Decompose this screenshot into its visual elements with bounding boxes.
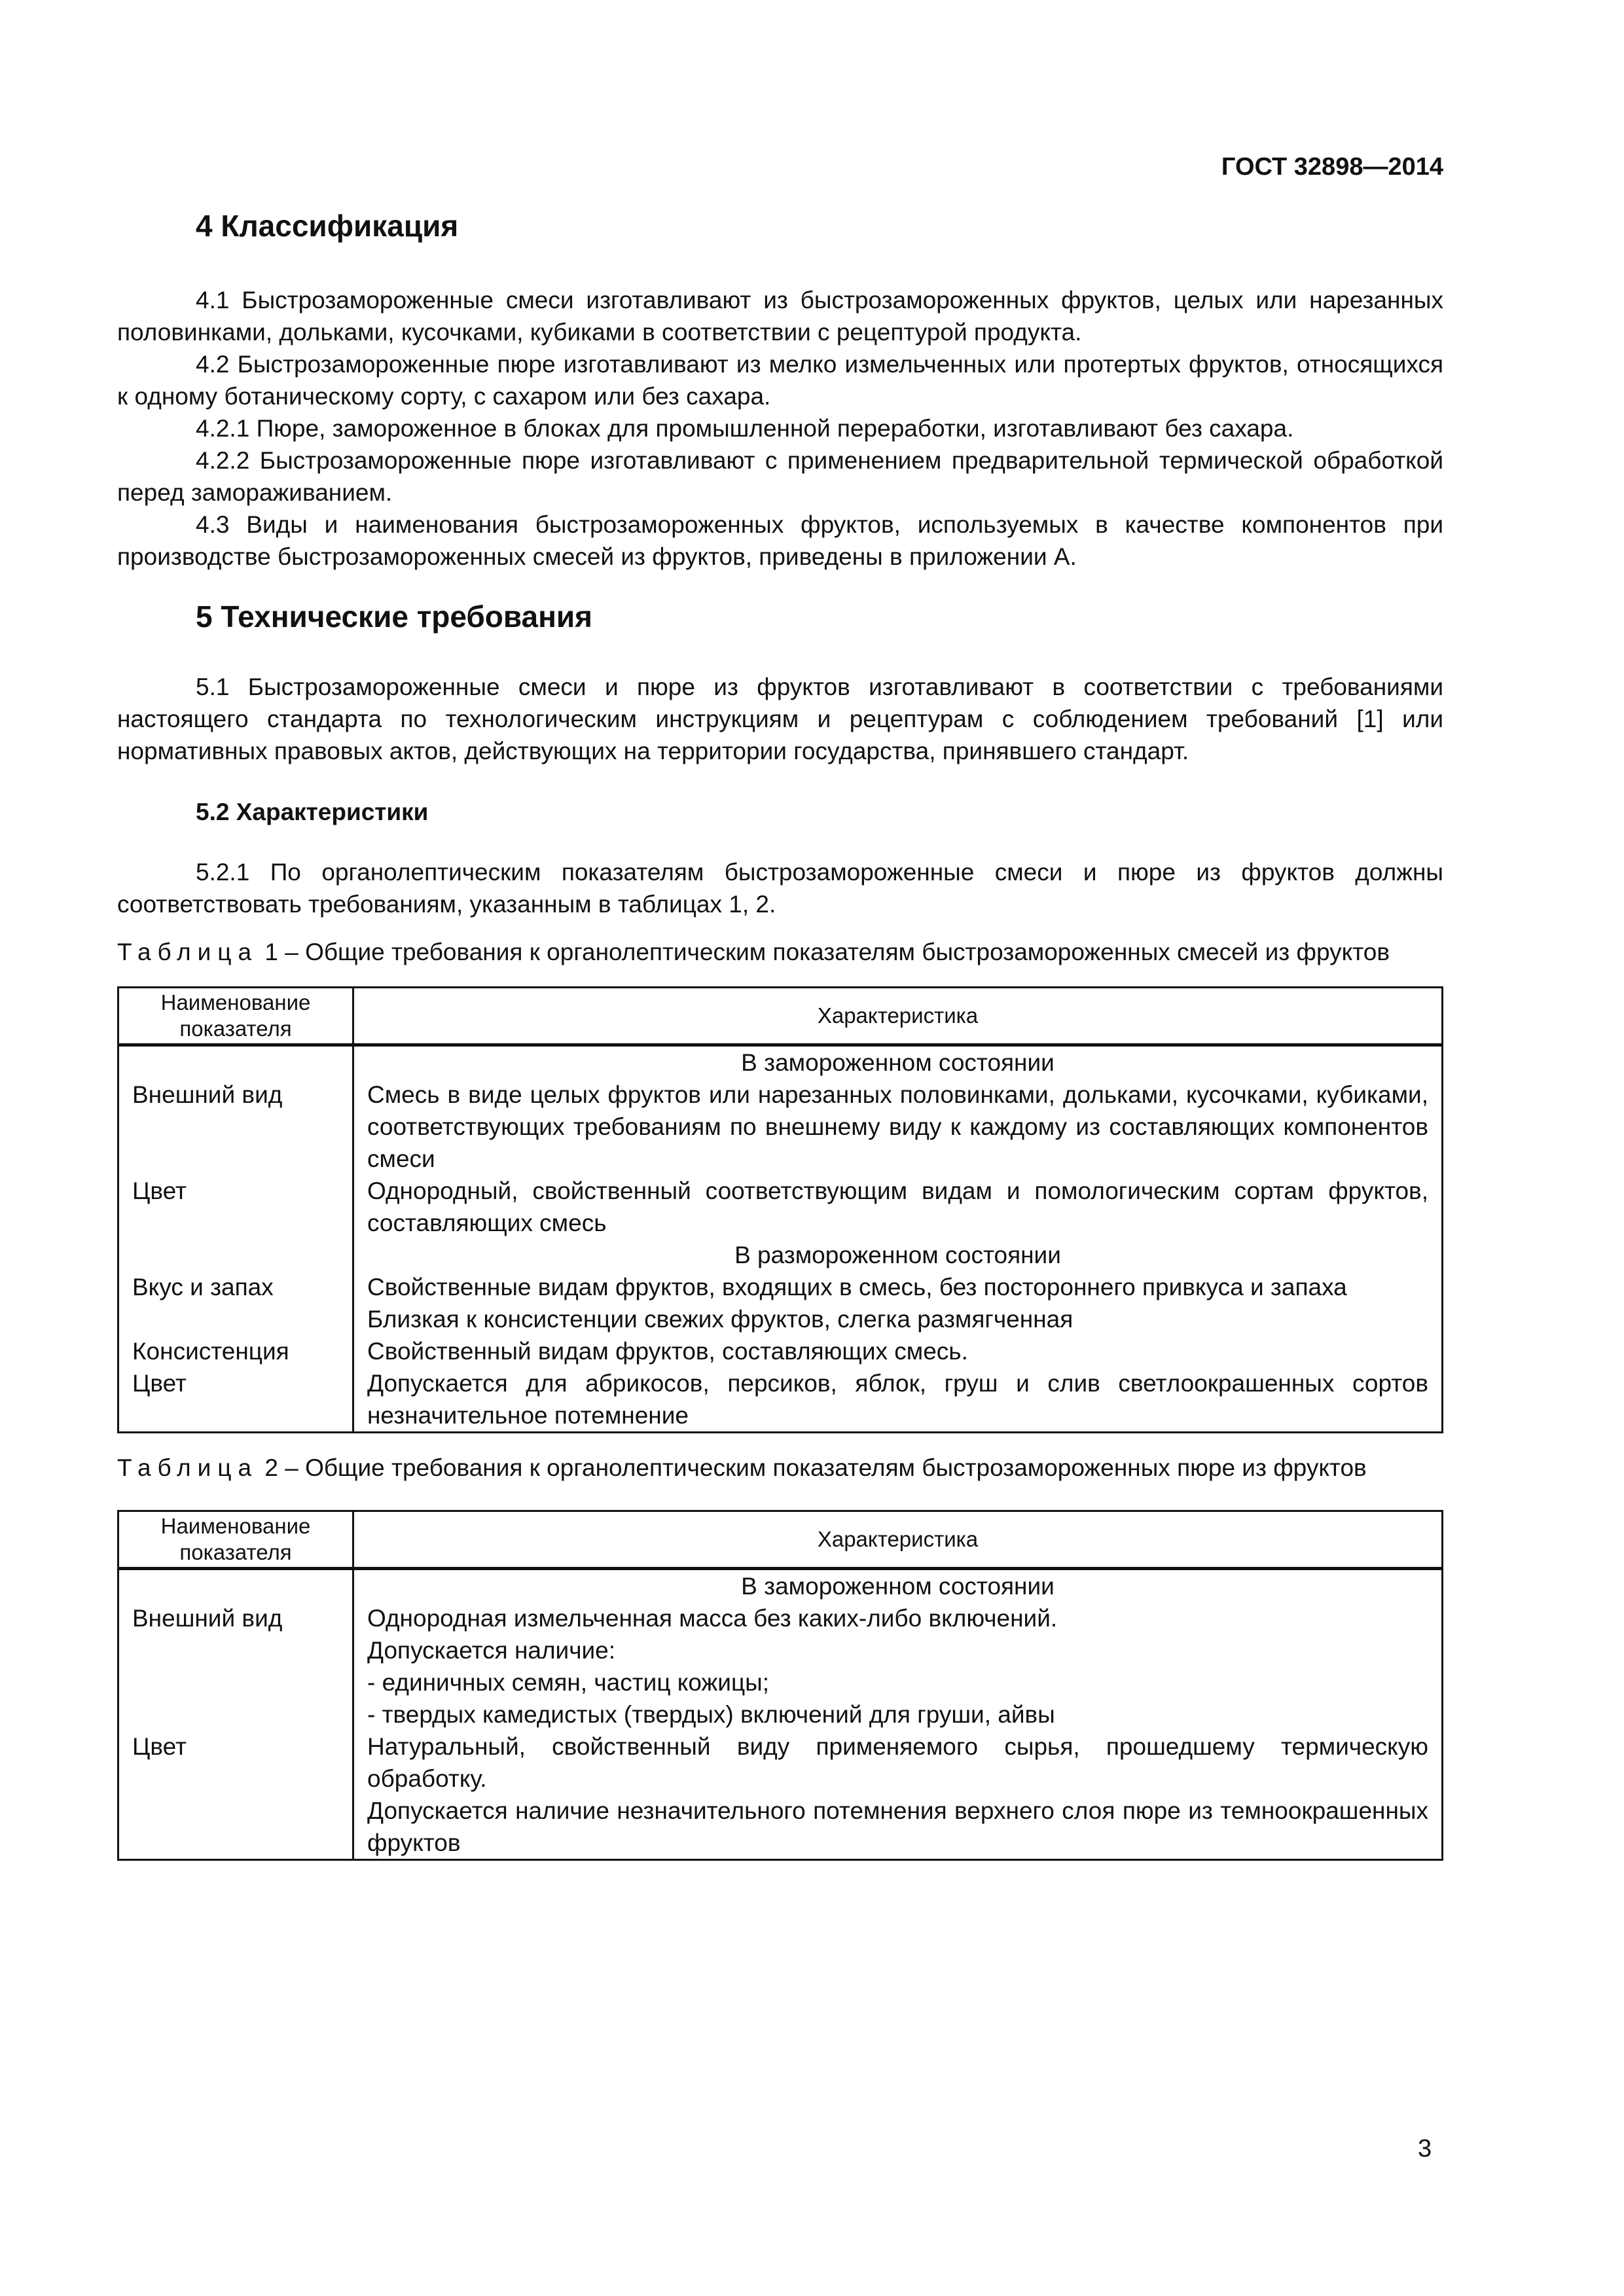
row-text: Допускается наличие: bbox=[367, 1637, 616, 1664]
state-heading-frozen: В замороженном состоянии bbox=[741, 1049, 1055, 1076]
table-2-label: Таблица bbox=[117, 1454, 259, 1481]
table-2-header-row bbox=[118, 1511, 1443, 1569]
table-2-caption bbox=[117, 1452, 1443, 1484]
row-text: Допускается для абрикосов, персиков, яблок, груш и слив светлоокрашенных сортов незначительное потемнение bbox=[367, 1370, 1428, 1429]
paragraph-4-2: 4.2 Быстрозамороженные пюре изготавливают из мелко измельченных или протертых фруктов, относящихся к одному ботаническому сорту, с сахаром или без сахара. bbox=[117, 351, 1443, 410]
paragraph-4-2-1: 4.2.1 Пюре, замороженное в блоках для промышленной переработки, изготавливают без сахара. bbox=[196, 415, 1294, 442]
row-name: Консистенция bbox=[132, 1338, 289, 1365]
paragraph-4-3: 4.3 Виды и наименования быстрозамороженных фруктов, используемых в качестве компонентов при производстве быстрозамороженных смесей из фруктов, приведены в приложении А. bbox=[117, 511, 1443, 570]
row-text: Свойственные видам фруктов, входящих в смесь, без постороннего привкуса и запаха bbox=[367, 1274, 1347, 1300]
page-number: 3 bbox=[1418, 2135, 1432, 2162]
characteristic-column bbox=[353, 1569, 1443, 1860]
table-1 bbox=[117, 986, 1443, 1433]
table-1-caption bbox=[117, 936, 1443, 968]
table-1-col-characteristic: Характеристика bbox=[353, 988, 1443, 1045]
row-name: Внешний вид bbox=[132, 1081, 283, 1108]
row-text: Свойственный видам фруктов, составляющих смесь. bbox=[367, 1338, 968, 1365]
table-row bbox=[118, 1045, 1443, 1433]
table-2-col-name: Наименование показателя bbox=[118, 1511, 353, 1569]
state-heading-frozen: В замороженном состоянии bbox=[741, 1573, 1055, 1600]
row-text: Однородная измельченная масса без каких-либо включений. bbox=[367, 1605, 1058, 1632]
subsection-5-2-title: 5.2 Характеристики bbox=[196, 798, 429, 825]
row-text: Смесь в виде целых фруктов или нарезанных половинками, дольками, кусочками, кубиками, соответствующих требованиям по внешнему виду к каждому из составляющих компонентов смеси bbox=[367, 1081, 1428, 1172]
table-1-label: Таблица bbox=[117, 939, 259, 965]
row-name: Внешний вид bbox=[132, 1605, 283, 1632]
row-text: Близкая к консистенции свежих фруктов, слегка размягченная bbox=[367, 1306, 1074, 1333]
row-text: - единичных семян, частиц кожицы; bbox=[367, 1669, 770, 1696]
table-2-caption-text: 2 – Общие требования к органолептическим показателям быстрозамороженных пюре из фруктов bbox=[258, 1454, 1367, 1481]
section-5-title: 5 Технические требования bbox=[196, 600, 592, 634]
name-column bbox=[118, 1569, 353, 1860]
standard-code: ГОСТ 32898—2014 bbox=[1221, 153, 1443, 181]
table-row bbox=[118, 1569, 1443, 1860]
characteristic-column bbox=[353, 1045, 1443, 1433]
row-name: Цвет bbox=[132, 1177, 187, 1204]
row-name: Цвет bbox=[132, 1370, 187, 1397]
paragraph-4-1: 4.1 Быстрозамороженные смеси изготавливают из быстрозамороженных фруктов, целых или нарезанных половинками, дольками, кусочками, кубиками в соответствии с рецептурой продукта. bbox=[117, 287, 1443, 346]
row-text: Однородный, свойственный соответствующим видам и помологическим сортам фруктов, составляющих смесь bbox=[367, 1177, 1428, 1236]
row-text: Натуральный, свойственный виду применяемого сырья, прошедшему термическую обработку. bbox=[367, 1733, 1428, 1792]
state-heading-thawed: В размороженном состоянии bbox=[734, 1242, 1061, 1268]
section-4-title: 4 Классификация bbox=[196, 209, 459, 243]
table-2 bbox=[117, 1510, 1443, 1861]
table-2-col-characteristic: Характеристика bbox=[353, 1511, 1443, 1569]
row-name: Вкус и запах bbox=[132, 1274, 274, 1300]
paragraph-5-1: 5.1 Быстрозамороженные смеси и пюре из фруктов изготавливают в соответствии с требованиями настоящего стандарта по технологическим инструкциям и рецептурам с соблюдением требований [1] или нормативных правовых актов, действующих на территории государства, принявшего стандарт. bbox=[117, 673, 1443, 764]
paragraph-5-2-1: 5.2.1 По органолептическим показателям быстрозамороженные смеси и пюре из фруктов должны соответствовать требованиям, указанным в таблицах 1, 2. bbox=[117, 859, 1443, 918]
row-name: Цвет bbox=[132, 1733, 187, 1760]
row-text: Допускается наличие незначительного потемнения верхнего слоя пюре из темноокрашенных фруктов bbox=[367, 1797, 1428, 1856]
page-content bbox=[117, 208, 1443, 1861]
table-1-header-row bbox=[118, 988, 1443, 1045]
name-column bbox=[118, 1045, 353, 1433]
table-1-col-name: Наименование показателя bbox=[118, 988, 353, 1045]
table-1-caption-text: 1 – Общие требования к органолептическим показателям быстрозамороженных смесей из фруктов bbox=[258, 939, 1390, 965]
row-text: - твердых камедистых (твердых) включений для груши, айвы bbox=[367, 1701, 1055, 1728]
paragraph-4-2-2: 4.2.2 Быстрозамороженные пюре изготавливают с применением предварительной термической обработкой перед замораживанием. bbox=[117, 447, 1443, 506]
